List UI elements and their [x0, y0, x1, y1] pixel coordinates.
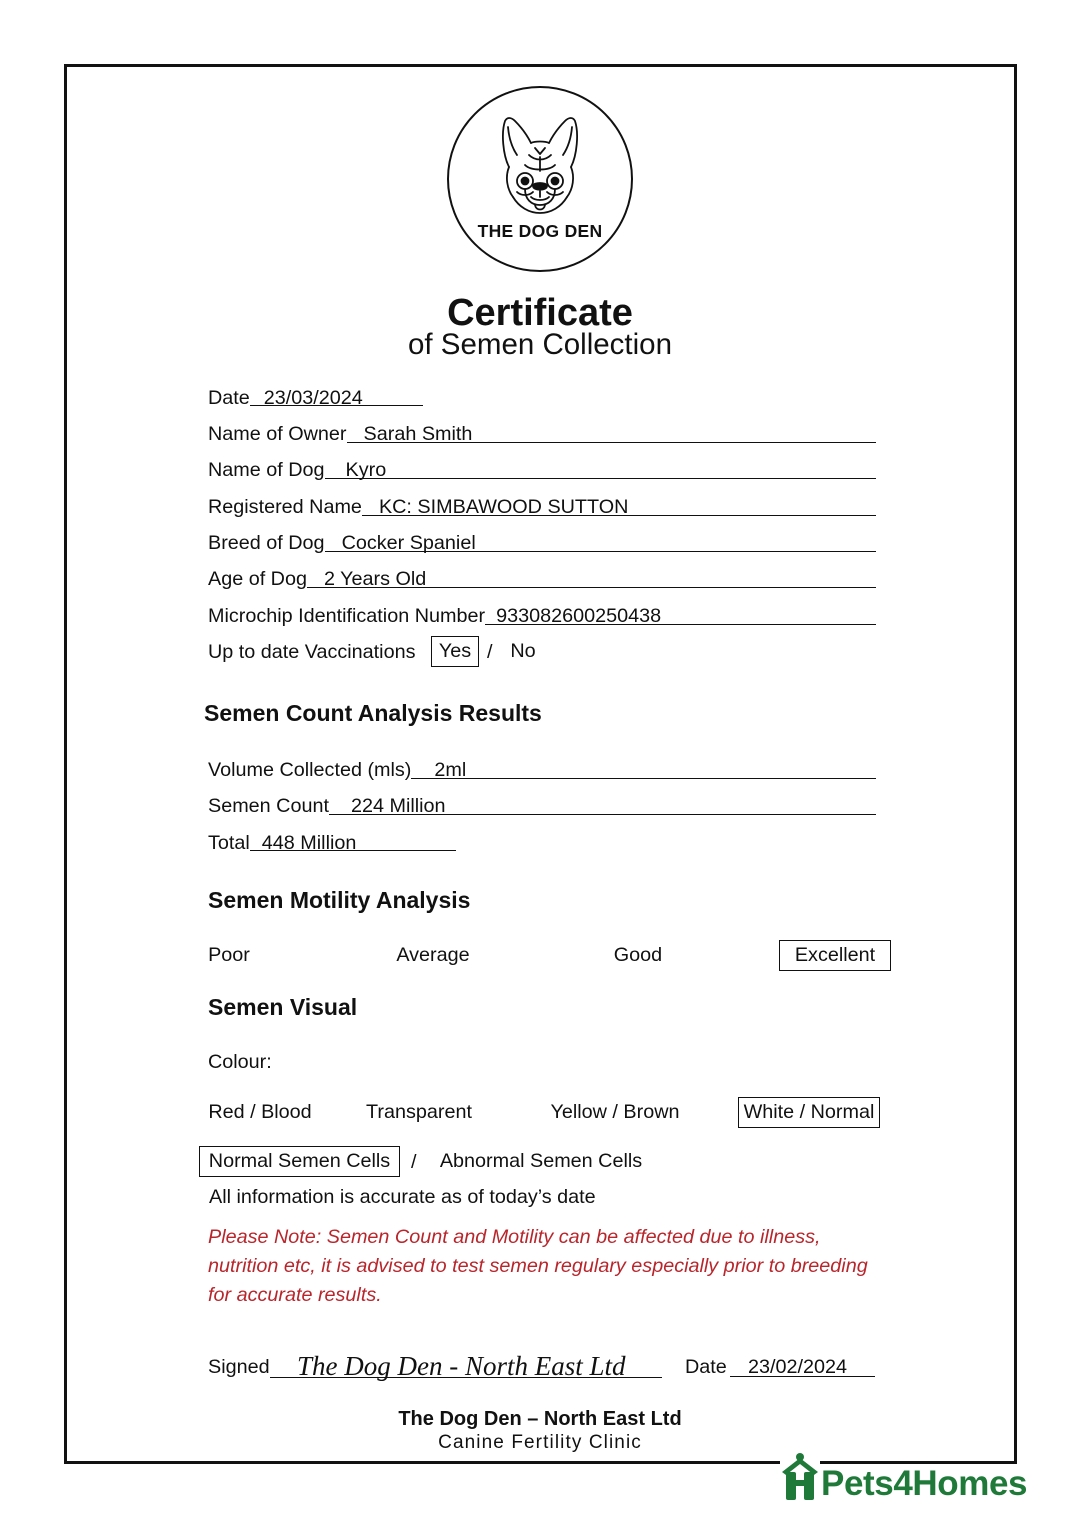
volume-value: 2ml	[411, 758, 876, 779]
registered-name-value: KC: SIMBAWOOD SUTTON	[362, 495, 876, 516]
french-bulldog-icon	[495, 115, 585, 215]
motility-option-good: Good	[613, 944, 663, 966]
visual-heading: Semen Visual	[208, 994, 358, 1020]
breed-field	[208, 531, 876, 555]
registered-name-label: Registered Name	[208, 496, 362, 518]
pets4homes-house-icon	[780, 1452, 820, 1502]
signature: The Dog Den - North East Ltd	[297, 1351, 626, 1381]
total-field	[208, 831, 456, 855]
certificate-title: Certificate	[447, 292, 633, 334]
note-line: Please Note: Semen Count and Motility can be affected due to illness,	[208, 1226, 821, 1248]
date-label: Date	[208, 387, 250, 409]
total-label: Total	[208, 832, 250, 854]
dog-name-label: Name of Dog	[208, 459, 325, 481]
microchip-field	[208, 604, 876, 628]
vaccinations-separator: /	[487, 641, 493, 663]
signature-date-label: Date	[685, 1356, 727, 1378]
owner-label: Name of Owner	[208, 423, 347, 445]
semen-count-field	[208, 794, 876, 818]
colour-option-white-normal: White / Normal	[738, 1097, 880, 1128]
semen-count-value: 224 Million	[329, 794, 876, 815]
registered-name-field	[208, 495, 876, 519]
footer-clinic: Canine Fertility Clinic	[438, 1432, 642, 1453]
pets4homes-logo-text: Pets4Homes	[821, 1464, 1028, 1503]
volume-field	[208, 758, 876, 782]
motility-heading: Semen Motility Analysis	[208, 887, 471, 913]
footer-company: The Dog Den – North East Ltd	[398, 1408, 682, 1430]
motility-option-average: Average	[396, 944, 470, 966]
pets4homes-logo-icon	[780, 1452, 820, 1502]
vaccinations-label: Up to date Vaccinations	[208, 641, 416, 663]
date-value: 23/03/2024	[250, 386, 423, 406]
colour-option-transparent: Transparent	[366, 1101, 472, 1123]
volume-label: Volume Collected (mls)	[208, 759, 412, 781]
note-line: for accurate results.	[208, 1284, 382, 1306]
signature-date-value: 23/02/2024	[730, 1355, 875, 1377]
cells-option-abnormal: Abnormal Semen Cells	[439, 1150, 643, 1172]
breed-label: Breed of Dog	[208, 532, 325, 554]
count-analysis-heading: Semen Count Analysis Results	[204, 700, 542, 726]
colour-label: Colour:	[208, 1051, 272, 1073]
signature-line	[270, 1351, 662, 1381]
motility-option-poor: Poor	[208, 944, 250, 966]
owner-field	[208, 422, 876, 446]
owner-value: Sarah Smith	[347, 422, 876, 443]
age-label: Age of Dog	[208, 568, 307, 590]
colour-option-yellow-brown: Yellow / Brown	[550, 1101, 680, 1123]
vaccinations-option-yes: Yes	[431, 636, 479, 667]
logo-text: THE DOG DEN	[477, 221, 603, 241]
colour-option-red-blood: Red / Blood	[208, 1101, 312, 1123]
cells-separator: /	[411, 1151, 417, 1173]
total-value: 448 Million	[250, 831, 456, 851]
breed-value: Cocker Spaniel	[325, 531, 876, 552]
age-field	[208, 567, 876, 591]
certificate-subtitle: of Semen Collection	[407, 328, 672, 361]
microchip-label: Microchip Identification Number	[208, 605, 486, 627]
note-line: nutrition etc, it is advised to test semen regulary especially prior to breeding	[208, 1255, 868, 1277]
dog-name-field	[208, 458, 876, 482]
signed-label: Signed	[208, 1356, 270, 1378]
age-value: 2 Years Old	[307, 567, 876, 588]
accuracy-statement: All information is accurate as of today’s date	[209, 1186, 596, 1208]
semen-count-label: Semen Count	[208, 795, 329, 817]
cells-option-normal: Normal Semen Cells	[199, 1146, 400, 1177]
dog-name-value: Kyro	[325, 458, 876, 479]
motility-option-excellent: Excellent	[779, 940, 891, 971]
date-field	[208, 386, 423, 410]
microchip-value: 933082600250438	[485, 604, 876, 625]
please-note	[208, 1223, 868, 1310]
vaccinations-option-no: No	[510, 640, 536, 662]
